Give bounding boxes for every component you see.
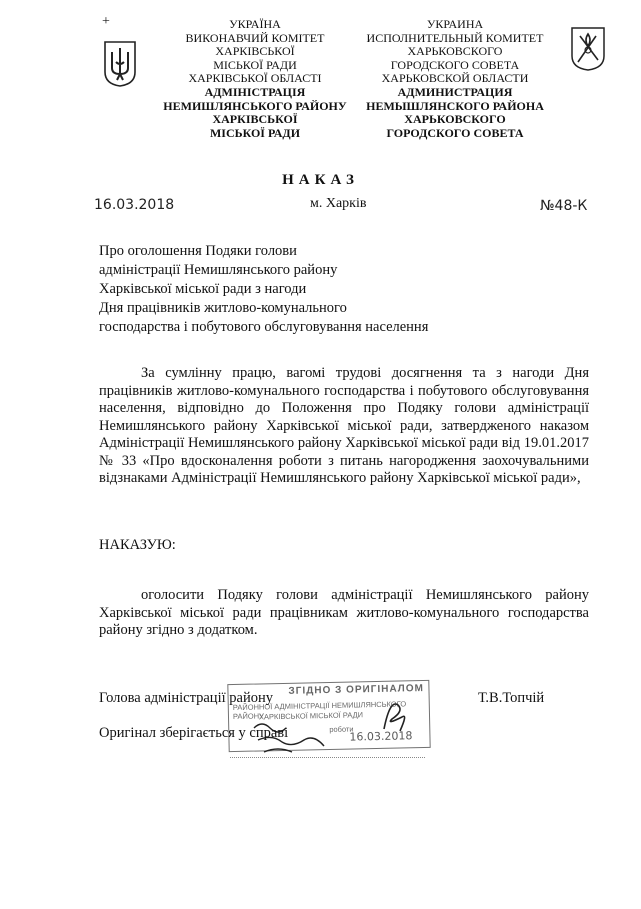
handwritten-date: 16.03.2018 xyxy=(94,197,175,213)
signature-role: Голова адміністрації району xyxy=(99,690,273,706)
subject-block xyxy=(99,242,428,337)
subject-line: Харківської міської ради з нагоди xyxy=(99,281,307,297)
header-ukrainian xyxy=(150,18,360,140)
header-line: ХАРКІВСЬКОЇ ОБЛАСТІ xyxy=(188,71,322,86)
stamp-handwritten-date: 16.03.2018 xyxy=(349,729,413,744)
header-line-bold: НЕМИШЛЯНСЬКОГО РАЙОНУ xyxy=(163,98,347,113)
header-line: ХАРЬКОВСКОГО xyxy=(407,44,503,59)
header-line: ИСПОЛНИТЕЛЬНЫЙ КОМИТЕТ xyxy=(366,30,544,45)
subject-line: адміністрації Немишлянського району xyxy=(99,262,338,278)
subject-line: Дня працівників житлово-комунального xyxy=(99,300,347,316)
preamble-paragraph: За сумлінну працю, вагомі трудові досягнення та з нагоди Дня працівників житлово-комунального господарства і побутового обслуговування населення, відповідно до Положення про Подяку голови адміністрації Немишлянського району Харківської міської ради, затвердженого наказом Адміністрації Немишлянського району Харківської міської ради від 19.01.2017 № 33 «Про вдосконалення роботи з питань нагородження заохочувальними відзнаками Адміністрації Немишлянського району Харківської міської ради», xyxy=(99,365,589,486)
header-russian xyxy=(350,18,560,140)
header-line-bold: ГОРОДСКОГО СОВЕТА xyxy=(386,125,524,140)
document-title: НАКАЗ xyxy=(282,172,359,188)
header-line: ХАРКІВСЬКОЇ xyxy=(215,44,295,59)
header-line-bold: АДМІНІСТРАЦІЯ xyxy=(204,84,306,99)
signature-name: Т.В.Топчій xyxy=(478,690,545,706)
header-line: УКРАИНА xyxy=(426,17,484,31)
header-line: ВИКОНАВЧИЙ КОМІТЕТ xyxy=(185,30,325,45)
order-paragraph: оголосити Подяку голови адміністрації Немишлянського району Харківської міської ради працівникам житлово-комунального господарства району згідно з додатком. xyxy=(99,587,589,638)
header-line-bold: АДМИНИСТРАЦИЯ xyxy=(397,84,513,99)
header-line-bold: НЕМЫШЛЯНСКОГО РАЙОНА xyxy=(366,98,544,113)
subject-line: господарства і побутового обслуговування населення xyxy=(99,319,429,335)
signature-scribble-icon xyxy=(380,695,410,735)
header-line: ХАРЬКОВСКОЙ ОБЛАСТИ xyxy=(381,71,529,86)
stamp-line: роботи xyxy=(329,724,354,734)
city: м. Харків xyxy=(310,196,367,211)
stamp-line: ХАРКІВСЬКОЇ МІСЬКОЇ РАДИ xyxy=(258,710,364,722)
original-note: Оригінал зберігається у справі xyxy=(99,725,289,741)
stamp-line: РАЙОННОЇ АДМІНІСТРАЦІЇ НЕМИШЛЯНСЬКОГО РАЙОНУ xyxy=(232,699,407,722)
stamp-heading: ЗГІДНО З ОРИГІНАЛОМ xyxy=(288,683,424,697)
header-line: УКРАЇНА xyxy=(229,17,281,31)
handwritten-number: №48-К xyxy=(540,198,588,214)
header-line-bold: МІСЬКОЇ РАДИ xyxy=(209,125,301,140)
kharkiv-coat-of-arms-icon xyxy=(570,26,606,72)
header-line: МІСЬКОЇ РАДИ xyxy=(213,57,297,72)
divider xyxy=(230,757,425,758)
plus-mark: + xyxy=(102,14,110,29)
header-line-bold: ХАРЬКОВСКОГО xyxy=(404,112,506,127)
subject-line: Про оголошення Подяки голови xyxy=(99,243,297,259)
ukraine-trident-emblem-icon xyxy=(103,40,137,88)
header-line-bold: ХАРКІВСЬКОЇ xyxy=(212,112,298,127)
header-line: ГОРОДСКОГО СОВЕТА xyxy=(390,57,520,72)
order-word: НАКАЗУЮ: xyxy=(99,537,176,553)
